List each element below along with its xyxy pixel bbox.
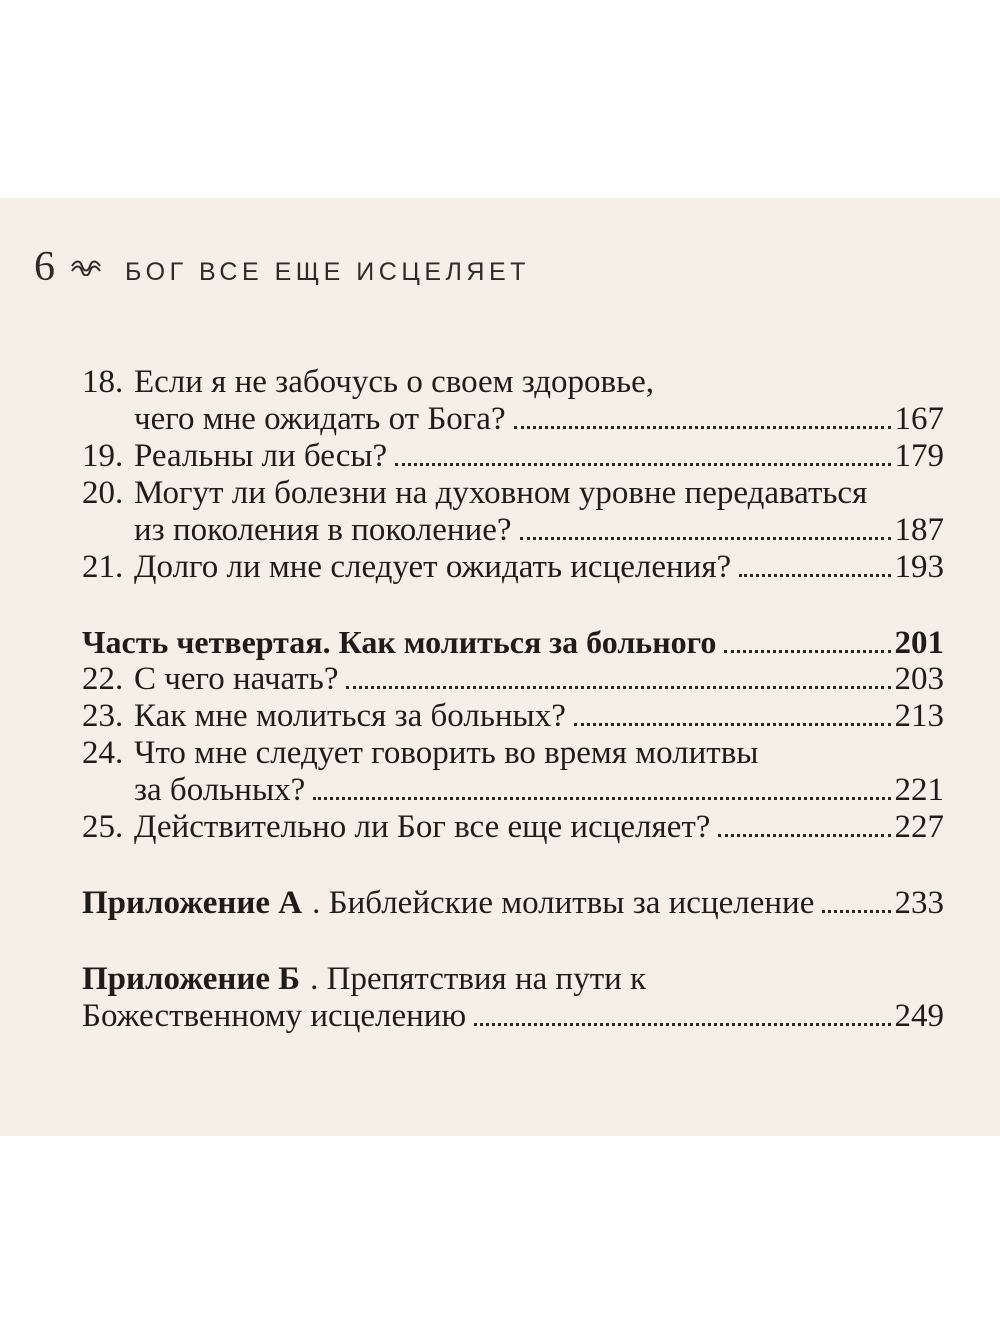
part-title: Часть четвертая. Как молиться за больного <box>82 624 717 660</box>
leader-dots <box>520 537 891 540</box>
ornament-icon <box>69 258 103 276</box>
chapter-title: С чего начать? <box>134 661 339 697</box>
appendix-title: . Препятствия на пути к <box>310 961 647 997</box>
leader-dots <box>574 723 891 726</box>
page-reference: 167 <box>894 401 944 437</box>
toc-part-heading <box>82 624 944 661</box>
chapter-number: 22. <box>82 661 124 697</box>
leader-dots <box>395 463 890 466</box>
leader-dots <box>739 574 890 577</box>
toc-entry <box>82 549 944 586</box>
leader-dots <box>514 426 891 429</box>
running-title: БОГ ВСЕ ЕЩЕ ИСЦЕЛЯЕТ <box>125 258 530 286</box>
toc-entry <box>82 735 944 809</box>
page-reference: 179 <box>894 438 944 474</box>
page-reference: 193 <box>894 549 944 585</box>
leader-dots <box>474 1023 890 1026</box>
page-header <box>34 246 530 296</box>
toc-appendix <box>82 961 944 1035</box>
toc-entry <box>82 809 944 846</box>
chapter-title-continued: за больных? <box>134 772 306 808</box>
toc-entry <box>82 661 944 698</box>
appendix-title-continued: Божественному исцелению <box>82 998 467 1034</box>
page-reference: 221 <box>894 772 944 808</box>
leader-dots <box>822 910 890 913</box>
chapter-title: Что мне следует говорить во время молитвы <box>134 735 759 771</box>
book-page-scan <box>0 198 1000 1136</box>
appendix-label: Приложение Б <box>82 961 301 997</box>
chapter-title-continued: чего мне ожидать от Бога? <box>134 401 506 437</box>
chapter-title: Долго ли мне следует ожидать исцеления? <box>134 549 732 585</box>
toc-entry <box>82 698 944 735</box>
page-reference: 187 <box>894 512 944 548</box>
appendix-title: . Библейские молитвы за исцеление <box>312 885 815 921</box>
leader-dots <box>313 797 890 800</box>
chapter-title: Если я не забочусь о своем здоровье, <box>134 364 655 400</box>
table-of-contents <box>82 364 944 1035</box>
leader-dots <box>718 834 890 837</box>
appendix-label: Приложение А <box>82 885 303 921</box>
chapter-title: Могут ли болезни на духовном уровне передаваться <box>134 475 868 511</box>
page-reference: 213 <box>894 698 944 734</box>
page-reference: 233 <box>894 885 944 921</box>
chapter-number: 23. <box>82 698 124 734</box>
chapter-title: Действительно ли Бог все еще исцеляет? <box>134 809 711 845</box>
chapter-number: 18. <box>82 364 124 400</box>
toc-entry <box>82 475 944 549</box>
chapter-number: 20. <box>82 475 124 511</box>
chapter-number: 19. <box>82 438 124 474</box>
chapter-title: Как мне молиться за больных? <box>134 698 566 734</box>
page-reference: 227 <box>894 809 944 845</box>
toc-appendix <box>82 885 944 922</box>
toc-entry <box>82 364 944 438</box>
chapter-number: 24. <box>82 735 124 771</box>
page-reference: 203 <box>894 661 944 697</box>
page-number: 6 <box>34 244 55 290</box>
page-reference: 249 <box>894 998 944 1034</box>
chapter-number: 25. <box>82 809 124 845</box>
leader-dots <box>724 650 890 653</box>
leader-dots <box>346 686 890 689</box>
chapter-number: 21. <box>82 549 124 585</box>
chapter-title: Реальны ли бесы? <box>134 438 388 474</box>
toc-entry <box>82 438 944 475</box>
page-reference: 201 <box>894 625 944 661</box>
chapter-title-continued: из поколения в поколение? <box>134 512 512 548</box>
